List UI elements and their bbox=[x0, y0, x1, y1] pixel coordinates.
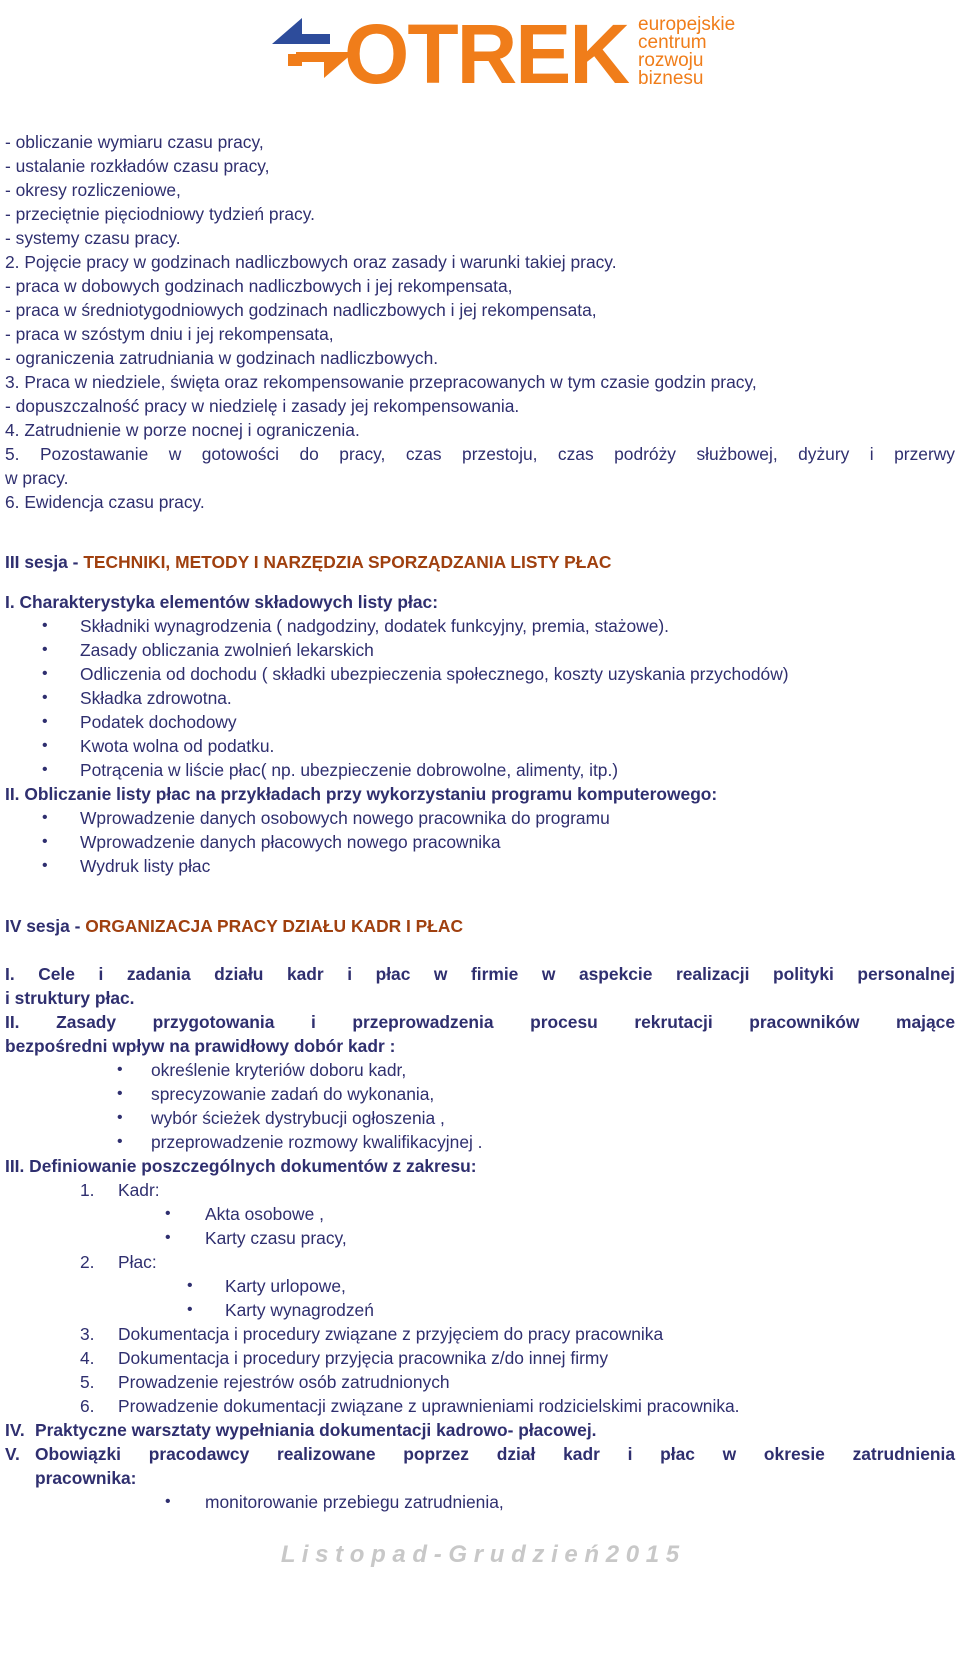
list-item: • przeprowadzenie rozmowy kwalifikacyjnej . bbox=[5, 1130, 955, 1154]
section-heading: I. Cele i zadania działu kadr i płac w firmie w aspekcie realizacji polityki personalnej bbox=[5, 964, 955, 984]
session-3-heading bbox=[5, 550, 955, 574]
text-line: - przeciętnie pięciodniowy tydzień pracy. bbox=[5, 204, 315, 224]
text-line: 5. Pozostawanie w gotowości do pracy, czas przestoju, czas podróży służbowej, dyżury i przerwy bbox=[5, 444, 955, 464]
session-title: ORGANIZACJA PRACY DZIAŁU KADR I PŁAC bbox=[85, 916, 464, 936]
text-line: - okresy rozliczeniowe, bbox=[5, 180, 181, 200]
item-text: Dokumentacja i procedury przyjęcia pracownika z/do innej firmy bbox=[118, 1348, 609, 1368]
section-heading bbox=[5, 1418, 955, 1442]
list-item: • Akta osobowe , bbox=[5, 1202, 955, 1226]
session-title: TECHNIKI, METODY I NARZĘDZIA SPORZĄDZANIA LISTY PŁAC bbox=[83, 552, 612, 572]
numbered-item bbox=[5, 1250, 955, 1274]
list-item: • Podatek dochodowy bbox=[5, 710, 955, 734]
section-heading: II. Zasady przygotowania i przeprowadzenia procesu rekrutacji pracowników mające bbox=[5, 1012, 955, 1032]
otrek-logo bbox=[268, 4, 748, 104]
list-item: • wybór ścieżek dystrybucji ogłoszenia , bbox=[5, 1106, 955, 1130]
text-line: - praca w średniotygodniowych godzinach nadliczbowych i jej rekompensata, bbox=[5, 300, 597, 320]
list-item: • Odliczenia od dochodu ( składki ubezpieczenia społecznego, koszty uzyskania przychodów) bbox=[5, 662, 955, 686]
item-text: Płac: bbox=[118, 1252, 157, 1272]
section-heading: bezpośredni wpływ na prawidłowy dobór kadr : bbox=[5, 1036, 396, 1056]
text-line: - ustalanie rozkładów czasu pracy, bbox=[5, 156, 270, 176]
section-heading: i struktury płac. bbox=[5, 988, 135, 1008]
page-header bbox=[0, 0, 960, 110]
logo-wordmark: OTREK bbox=[344, 7, 628, 101]
heading-text: Praktyczne warsztaty wypełniania dokumentacji kadrowo- płacowej. bbox=[35, 1420, 597, 1440]
item-number: 6. bbox=[80, 1396, 95, 1416]
logo-sub-line: centrum bbox=[638, 32, 707, 53]
document-body bbox=[5, 130, 955, 1514]
text-line: - dopuszczalność pracy w niedzielę i zasady jej rekompensowania. bbox=[5, 396, 520, 416]
section-heading: I. Charakterystyka elementów składowych listy płac: bbox=[5, 592, 439, 612]
numbered-item bbox=[5, 1394, 955, 1418]
list-item: • Składka zdrowotna. bbox=[5, 686, 955, 710]
session-4-heading bbox=[5, 914, 955, 938]
numbered-item bbox=[5, 1370, 955, 1394]
text-line: w pracy. bbox=[5, 468, 69, 488]
list-item: • Karty wynagrodzeń bbox=[5, 1298, 955, 1322]
logo-sub-line: rozwoju bbox=[638, 50, 704, 71]
text-line: - ograniczenia zatrudniania w godzinach nadliczbowych. bbox=[5, 348, 439, 368]
item-text: Prowadzenie rejestrów osób zatrudnionych bbox=[118, 1372, 450, 1392]
item-text: Kadr: bbox=[118, 1180, 160, 1200]
section-heading: III. Definiowanie poszczególnych dokumentów z zakresu: bbox=[5, 1156, 477, 1176]
list-item: • określenie kryteriów doboru kadr, bbox=[5, 1058, 955, 1082]
item-text: Prowadzenie dokumentacji związane z uprawnieniami rodzicielskimi pracownika. bbox=[118, 1396, 740, 1416]
item-number: 2. bbox=[80, 1252, 95, 1272]
list-item: • Wprowadzenie danych płacowych nowego pracownika bbox=[5, 830, 955, 854]
text-line: 2. Pojęcie pracy w godzinach nadliczbowych oraz zasady i warunki takiej pracy. bbox=[5, 252, 617, 272]
item-number: 1. bbox=[80, 1180, 95, 1200]
item-text: Dokumentacja i procedury związane z przyjęciem do pracy pracownika bbox=[118, 1324, 664, 1344]
list-item: • Wprowadzenie danych osobowych nowego pracownika do programu bbox=[5, 806, 955, 830]
list-item: • Kwota wolna od podatku. bbox=[5, 734, 955, 758]
section-heading: II. Obliczanie listy płac na przykładach przy wykorzystaniu programu komputerowego: bbox=[5, 784, 718, 804]
page-footer-date: L i s t o p a d - G r u d z i e ń 2 0 1 5 bbox=[280, 1541, 680, 1568]
list-item: • Wydruk listy płac bbox=[5, 854, 955, 878]
text-line: - praca w szóstym dniu i jej rekompensata, bbox=[5, 324, 334, 344]
numbered-item bbox=[5, 1346, 955, 1370]
text-line: 6. Ewidencja czasu pracy. bbox=[5, 492, 205, 512]
roman-numeral: V. bbox=[5, 1444, 20, 1464]
list-item: • monitorowanie przebiegu zatrudnienia, bbox=[5, 1490, 955, 1514]
logo-subtitle bbox=[638, 16, 735, 88]
list-item: • Zasady obliczania zwolnień lekarskich bbox=[5, 638, 955, 662]
list-item: • Potrącenia w liście płac( np. ubezpieczenie dobrowolne, alimenty, itp.) bbox=[5, 758, 955, 782]
text-line: 3. Praca w niedziele, święta oraz rekompensowanie przepracowanych w tym czasie godzin pracy, bbox=[5, 372, 757, 392]
text-line: 4. Zatrudnienie w porze nocnej i ograniczenia. bbox=[5, 420, 360, 440]
numbered-item bbox=[5, 1322, 955, 1346]
numbered-item bbox=[5, 1178, 955, 1202]
heading-text: Obowiązki pracodawcy realizowane poprzez dział kadr i płac w okresie zatrudnienia bbox=[35, 1444, 955, 1464]
list-item: • Składniki wynagrodzenia ( nadgodziny, dodatek funkcyjny, premia, stażowe). bbox=[5, 614, 955, 638]
item-number: 3. bbox=[80, 1324, 95, 1344]
session-prefix: IV sesja - bbox=[5, 916, 86, 936]
logo-sub-line: europejskie bbox=[638, 14, 736, 35]
section-heading bbox=[5, 1442, 955, 1490]
text-line: - obliczanie wymiaru czasu pracy, bbox=[5, 132, 264, 152]
list-item: • Karty urlopowe, bbox=[5, 1274, 955, 1298]
item-number: 5. bbox=[80, 1372, 95, 1392]
session-prefix: III sesja - bbox=[5, 552, 84, 572]
item-number: 4. bbox=[80, 1348, 95, 1368]
heading-text: pracownika: bbox=[35, 1468, 137, 1488]
text-line: - praca w dobowych godzinach nadliczbowych i jej rekompensata, bbox=[5, 276, 513, 296]
list-item: • Karty czasu pracy, bbox=[5, 1226, 955, 1250]
logo-sub-line: biznesu bbox=[638, 68, 704, 89]
roman-numeral: IV. bbox=[5, 1420, 25, 1440]
list-item: • sprecyzowanie zadań do wykonania, bbox=[5, 1082, 955, 1106]
text-line: - systemy czasu pracy. bbox=[5, 228, 181, 248]
